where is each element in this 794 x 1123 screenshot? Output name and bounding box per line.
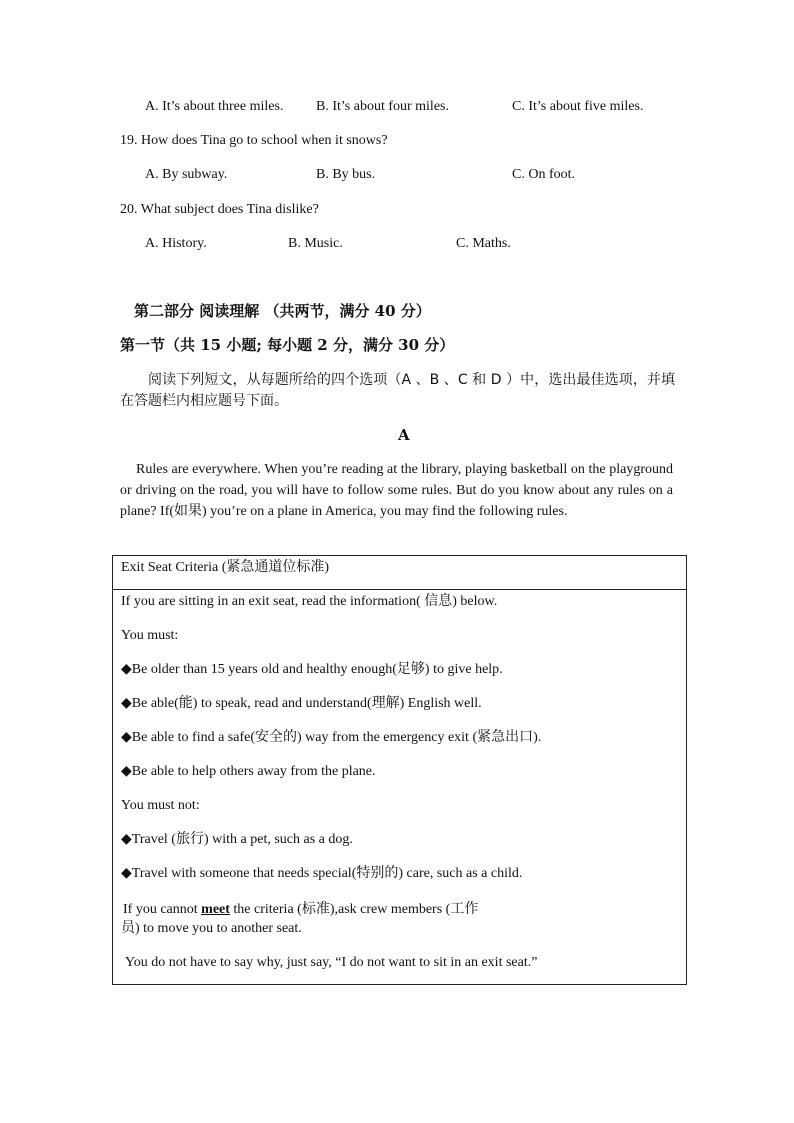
- q19-option-b: B. By bus.: [316, 167, 376, 182]
- cannot-meet-line2: 员) to move you to another seat.: [121, 921, 302, 936]
- meet-word: meet: [201, 902, 230, 917]
- q20-option-c: C. Maths.: [456, 236, 511, 251]
- must-item: ◆Be able to find a safe(安全的) way from the emergency exit (紧急出口).: [121, 730, 542, 745]
- cannot-meet-line: [123, 901, 478, 919]
- rules-box: [112, 555, 687, 985]
- q19-option-c: C. On foot.: [512, 167, 575, 182]
- must-item: ◆Be able(能) to speak, read and understand(理解) English well.: [121, 696, 482, 711]
- section1-title: 第一节（共 15 小题; 每小题 2 分，满分 30 分）: [120, 336, 455, 354]
- box-intro: If you are sitting in an exit seat, read the information( 信息) below.: [121, 594, 498, 609]
- must-not-item: ◆Travel with someone that needs special(特别的) care, such as a child.: [121, 866, 523, 881]
- passage-text: Rules are everywhere. When you’re reading at the library, playing basketball on the playground or driving on the road, you will have to follow some rules. But do you know about any rules on a plane? If(如果) you’re on a plane in America, you may find the following rules.: [120, 462, 673, 519]
- must-item: ◆Be able to help others away from the plane.: [121, 764, 376, 779]
- must-label: You must:: [121, 628, 179, 643]
- q20-option-b: B. Music.: [288, 236, 343, 251]
- q19-question: 19. How does Tina go to school when it snows?: [120, 133, 388, 148]
- cannot-pre: If you cannot: [123, 902, 202, 917]
- part2-title: 第二部分 阅读理解 （共两节，满分 40 分）: [134, 302, 431, 320]
- must-item: ◆Be older than 15 years old and healthy enough(足够) to give help.: [121, 662, 503, 677]
- final-line: You do not have to say why, just say, “I do not want to sit in an exit seat.”: [125, 955, 538, 970]
- cannot-post: the criteria (标准),ask crew members (工作: [229, 902, 479, 917]
- must-not-item: ◆Travel (旅行) with a pet, such as a dog.: [121, 832, 353, 847]
- q18-option-b: B. It’s about four miles.: [316, 99, 449, 114]
- rules-box-title: Exit Seat Criteria (紧急通道位标准): [121, 560, 330, 575]
- q18-option-c: C. It’s about five miles.: [512, 99, 644, 114]
- q19-option-a: A. By subway.: [145, 167, 228, 182]
- q20-question: 20. What subject does Tina dislike?: [120, 202, 319, 217]
- passage-label: A: [398, 426, 410, 444]
- q20-option-a: A. History.: [145, 236, 207, 251]
- must-not-label: You must not:: [121, 798, 200, 813]
- instructions: 阅读下列短文，从每题所给的四个选项（A 、B 、C 和 D ）中，选出最佳选项，并填在答题栏内相应题号下面。: [120, 372, 675, 409]
- rules-box-header: [113, 556, 686, 590]
- q18-option-a: A. It’s about three miles.: [145, 99, 284, 114]
